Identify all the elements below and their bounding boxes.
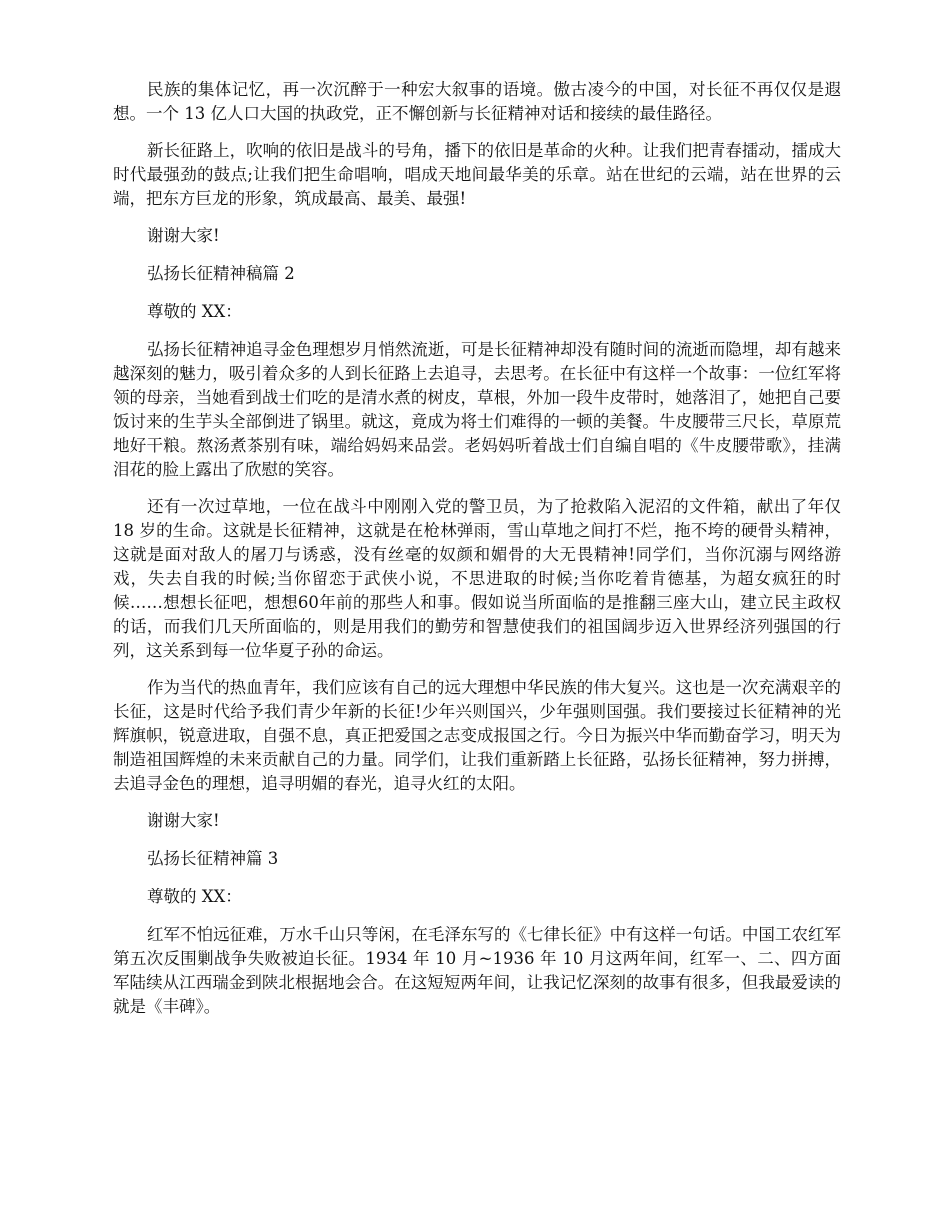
paragraph: 民族的集体记忆，再一次沉醉于一种宏大叙事的语境。傲古凌今的中国，对长征不再仅仅是遐想。一个 13 亿人口大国的执政党，正不懈创新与长征精神对话和接续的最佳路径。	[113, 80, 841, 123]
closing-thanks: 谢谢大家!	[147, 811, 220, 830]
salutation: 尊敬的 XX：	[147, 302, 242, 321]
salutation: 尊敬的 XX：	[147, 887, 242, 906]
document-body	[113, 78, 841, 1032]
section-heading: 弘扬长征精神稿篇 2	[147, 264, 295, 283]
paragraph: 弘扬长征精神追寻金色理想岁月悄然流逝，可是长征精神却没有随时间的流逝而隐埋，却有越来越深刻的魅力，吸引着众多的人到长征路上去追寻，去思考。在长征中有这样一个故事：一位红军将领的母亲，当她看到战士们吃的是清水煮的树皮，草根，外加一段牛皮带时，她落泪了，她把自己要饭讨来的生芋头全部倒进了锅里。就这，竟成为将士们难得的一顿的美餐。牛皮腰带三尺长，草原荒地好干粮。熬汤煮茶别有味，端给妈妈来品尝。老妈妈听着战士们自编自唱的《牛皮腰带歌》，挂满泪花的脸上露出了欣慰的笑容。	[113, 340, 841, 479]
paragraph: 红军不怕远征难，万水千山只等闲，在毛泽东写的《七律长征》中有这样一句话。中国工农红军第五次反围剿战争失败被迫长征。1934 年 10 月~1936 年 10 月这两年间，红军一、二、四方面军陆续从江西瑞金到陕北根据地会合。在这短短两年间，让我记忆深刻的故事有很多，但我最爱读的就是《丰碑》。	[113, 925, 841, 1016]
paragraph: 作为当代的热血青年，我们应该有自己的远大理想中华民族的伟大复兴。这也是一次充满艰辛的长征，这是时代给予我们青少年新的长征!少年兴则国兴，少年强则国强。我们要接过长征精神的光辉旗帜，锐意进取，自强不息，真正把爱国之志变成报国之行。今日为振兴中华而勤奋学习，明天为制造祖国辉煌的未来贡献自己的力量。同学们，让我们重新踏上长征路，弘扬长征精神，努力拼搏，去追寻金色的理想，追寻明媚的春光，追寻火红的太阳。	[113, 678, 841, 793]
paragraph: 新长征路上，吹响的依旧是战斗的号角，播下的依旧是革命的火种。让我们把青春擂动，擂成大时代最强劲的鼓点;让我们把生命唱响，唱成天地间最华美的乐章。站在世纪的云端，站在世界的云端，把东方巨龙的形象，筑成最高、最美、最强!	[113, 141, 841, 208]
closing-thanks: 谢谢大家!	[147, 226, 220, 245]
section-heading: 弘扬长征精神篇 3	[147, 849, 279, 868]
paragraph: 还有一次过草地，一位在战斗中刚刚入党的警卫员，为了抢救陷入泥沼的文件箱，献出了年仅 18 岁的生命。这就是长征精神，这就是在枪林弹雨，雪山草地之间打不烂，拖不垮的硬骨头精神，这就是面对敌人的屠刀与诱惑，没有丝毫的奴颜和媚骨的大无畏精神!同学们，当你沉溺与网络游戏，失去自我的时候;当你留恋于武侠小说，不思进取的时候;当你吃着肯德基，为超女疯狂的时候……想想长征吧，想想60年前的那些人和事。假如说当所面临的是推翻三座大山，建立民主政权的话，而我们几天所面临的，则是用我们的勤劳和智慧使我们的祖国阔步迈入世界经济列强国的行列，这关系到每一位华夏子孙的命运。	[113, 497, 841, 660]
